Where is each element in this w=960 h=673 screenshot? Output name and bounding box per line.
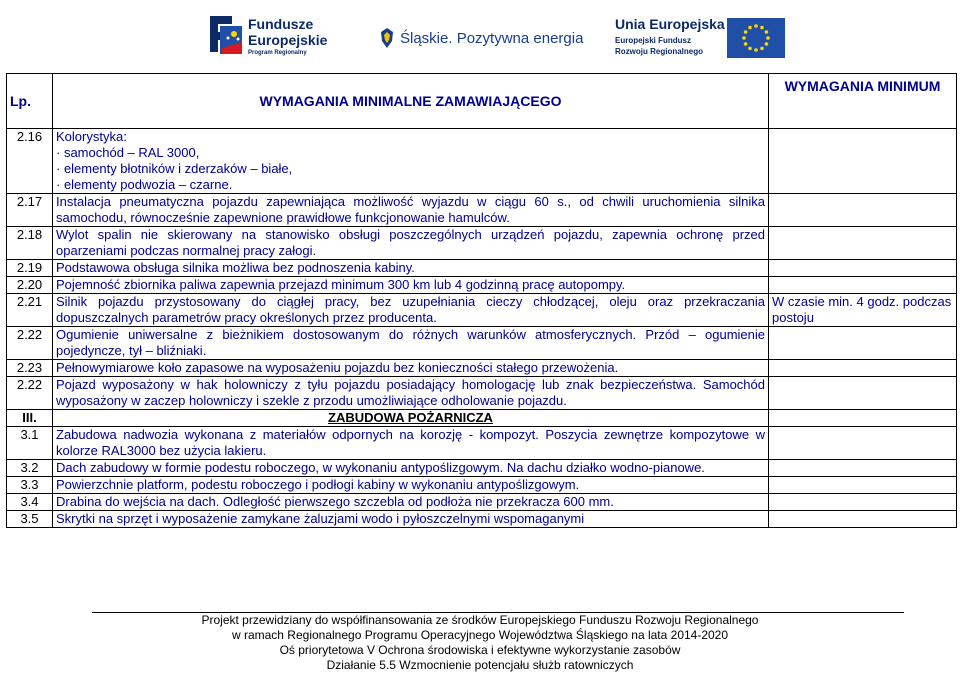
row-description bbox=[53, 327, 769, 360]
row-description bbox=[53, 194, 769, 227]
logo-fe-line1: Fundusze bbox=[248, 16, 314, 32]
fundusze-europejskie-logo bbox=[208, 10, 328, 62]
description-line: · elementy podwozia – czarne. bbox=[56, 177, 233, 192]
row-description bbox=[53, 129, 769, 194]
row-number: 2.23 bbox=[7, 360, 53, 377]
table-row bbox=[7, 511, 957, 528]
description-line: Instalacja pneumatyczna pojazdu zapewniająca możliwość wyjazdu w ciągu 60 s., od chwili uruchomienia silnika samochodu, równocześnie zapewnione prawidłowe funkcjonowanie hamulców. bbox=[56, 194, 765, 225]
requirements-table bbox=[6, 73, 957, 528]
description-line: Pojazd wyposażony w hak holowniczy z tyłu pojazdu posiadający homologację lub znak bezpieczeństwa. Samochód wyposażony w zaczep holowniczy i szekle z przodu umożliwiające odholowanie pojazdu. bbox=[56, 377, 765, 408]
table-row bbox=[7, 494, 957, 511]
footer-line2: w ramach Regionalnego Programu Operacyjnego Województwa Śląskiego na lata 2014-2020 bbox=[231, 628, 729, 642]
section-number: III. bbox=[7, 410, 53, 427]
table-row bbox=[7, 327, 957, 360]
row-number: 2.22 bbox=[7, 327, 53, 360]
logo-ue-line1: Unia Europejska bbox=[615, 16, 725, 32]
table-row bbox=[7, 194, 957, 227]
table-body-section-header bbox=[7, 410, 957, 427]
row-number: 2.21 bbox=[7, 294, 53, 327]
slaskie-logo bbox=[378, 24, 583, 52]
row-number: 3.2 bbox=[7, 460, 53, 477]
row-description bbox=[53, 511, 769, 528]
description-line: Wylot spalin nie skierowany na stanowisko obsługi poszczególnych urządzeń pojazdu, zapewnia ochronę przed oparzeniami podczas normalnej pracy załogi. bbox=[56, 227, 765, 258]
row-number: 2.20 bbox=[7, 277, 53, 294]
row-number: 3.3 bbox=[7, 477, 53, 494]
row-minimum bbox=[769, 377, 957, 410]
description-line: Powierzchnie platform, podestu roboczego i podłogi kabiny w wykonaniu antypoślizgowym. bbox=[56, 477, 580, 492]
logo-ue-line3: Rozwoju Regionalnego bbox=[615, 47, 703, 56]
row-minimum bbox=[769, 327, 957, 360]
table-row bbox=[7, 377, 957, 410]
row-number: 2.17 bbox=[7, 194, 53, 227]
footer bbox=[0, 613, 960, 673]
slaskie-eagle-icon bbox=[378, 27, 396, 49]
table-body-section2 bbox=[7, 129, 957, 410]
row-number: 3.4 bbox=[7, 494, 53, 511]
description-line: Pojemność zbiornika paliwa zapewnia przejazd minimum 300 km lub 4 godzinną pracę autopompy. bbox=[56, 277, 626, 292]
row-minimum bbox=[769, 129, 957, 194]
logo-bar bbox=[0, 0, 960, 70]
table-row bbox=[7, 294, 957, 327]
header-requirements: WYMAGANIA MINIMALNE ZAMAWIAJĄCEGO bbox=[53, 74, 769, 129]
table-row bbox=[7, 360, 957, 377]
description-line: Drabina do wejścia na dach. Odległość pierwszego szczebla od podłoża nie przekracza 600 mm. bbox=[56, 494, 614, 509]
logo-ue-line2: Europejski Fundusz bbox=[615, 36, 692, 45]
row-minimum: W czasie min. 4 godz. podczas postoju bbox=[769, 294, 957, 327]
row-description bbox=[53, 227, 769, 260]
description-line: Zabudowa nadwozia wykonana z materiałów odpornych na korozję - kompozyt. Poszycia zewnętrze kompozytowe w kolorze RAL3000 bez użycia lakieru. bbox=[56, 427, 765, 458]
table-header-row bbox=[7, 74, 957, 129]
section-title: ZABUDOWA POŻARNICZA bbox=[53, 410, 769, 427]
description-line: · elementy błotników i zderzaków – białe, bbox=[56, 161, 293, 176]
row-minimum bbox=[769, 227, 957, 260]
row-number: 3.1 bbox=[7, 427, 53, 460]
table-row bbox=[7, 129, 957, 194]
table-row bbox=[7, 427, 957, 460]
row-minimum bbox=[769, 260, 957, 277]
logo-fe-line2: Europejskie bbox=[248, 32, 328, 48]
header-minimum: WYMAGANIA MINIMUM bbox=[769, 74, 957, 129]
description-line: Pełnowymiarowe koło zapasowe na wyposażeniu pojazdu bez konieczności stałego przewożenia. bbox=[56, 360, 619, 375]
row-number: 2.22 bbox=[7, 377, 53, 410]
row-minimum bbox=[769, 511, 957, 528]
row-minimum bbox=[769, 477, 957, 494]
description-line: Podstawowa obsługa silnika możliwa bez podnoszenia kabiny. bbox=[56, 260, 415, 275]
description-line: Ogumienie uniwersalne z bieżnikiem dostosowanym do różnych warunków atmosferycznych. Przód – ogumienie pojedyncze, tył – bliźniaki. bbox=[56, 327, 765, 358]
footer-line1: Projekt przewidziany do współfinansowania ze środków Europejskiego Funduszu Rozwoju Regionalnego bbox=[201, 613, 759, 627]
footer-line3: Oś priorytetowa V Ochrona środowiska i efektywne wykorzystanie zasobów bbox=[279, 643, 681, 657]
row-number: 3.5 bbox=[7, 511, 53, 528]
footer-line4: Działanie 5.5 Wzmocnienie potencjału służb ratowniczych bbox=[326, 658, 634, 672]
section-min-cell bbox=[769, 410, 957, 427]
row-description bbox=[53, 377, 769, 410]
table-row bbox=[7, 477, 957, 494]
row-description bbox=[53, 360, 769, 377]
row-minimum bbox=[769, 460, 957, 477]
table-row bbox=[7, 227, 957, 260]
fundusze-europejskie-mark-icon bbox=[208, 12, 244, 56]
row-number: 2.16 bbox=[7, 129, 53, 194]
row-minimum bbox=[769, 494, 957, 511]
description-line: Kolorystyka: bbox=[56, 129, 127, 144]
row-description bbox=[53, 294, 769, 327]
row-description bbox=[53, 494, 769, 511]
table-row bbox=[7, 260, 957, 277]
row-description bbox=[53, 460, 769, 477]
row-description bbox=[53, 260, 769, 277]
description-line: Silnik pojazdu przystosowany do ciągłej pracy, bez uzupełniania cieczy chłodzącej, oleju oraz przekraczania dopuszczalnych parametrów pracy określonych przez producenta. bbox=[56, 294, 765, 325]
row-description bbox=[53, 477, 769, 494]
eu-flag-icon bbox=[727, 18, 785, 58]
row-minimum bbox=[769, 427, 957, 460]
description-line: Skrytki na sprzęt i wyposażenie zamykane żaluzjami wodo i pyłoszczelnymi wspomaganymi bbox=[56, 511, 585, 526]
table-body-section3 bbox=[7, 427, 957, 528]
slaskie-logo-text: Śląskie. Pozytywna energia bbox=[400, 29, 584, 47]
unia-europejska-logo bbox=[615, 14, 795, 62]
row-minimum bbox=[769, 194, 957, 227]
row-number: 2.18 bbox=[7, 227, 53, 260]
table-row bbox=[7, 277, 957, 294]
description-line: · samochód – RAL 3000, bbox=[56, 145, 200, 160]
logo-fe-line3: Program Regionalny bbox=[248, 50, 307, 56]
row-minimum bbox=[769, 360, 957, 377]
table-row bbox=[7, 460, 957, 477]
row-number: 2.19 bbox=[7, 260, 53, 277]
section-row bbox=[7, 410, 957, 427]
row-minimum bbox=[769, 277, 957, 294]
header-lp: Lp. bbox=[7, 74, 53, 129]
row-description bbox=[53, 277, 769, 294]
row-description bbox=[53, 427, 769, 460]
description-line: Dach zabudowy w formie podestu roboczego, w wykonaniu antypoślizgowym. Na dachu działko wodno-pianowe. bbox=[56, 460, 705, 475]
